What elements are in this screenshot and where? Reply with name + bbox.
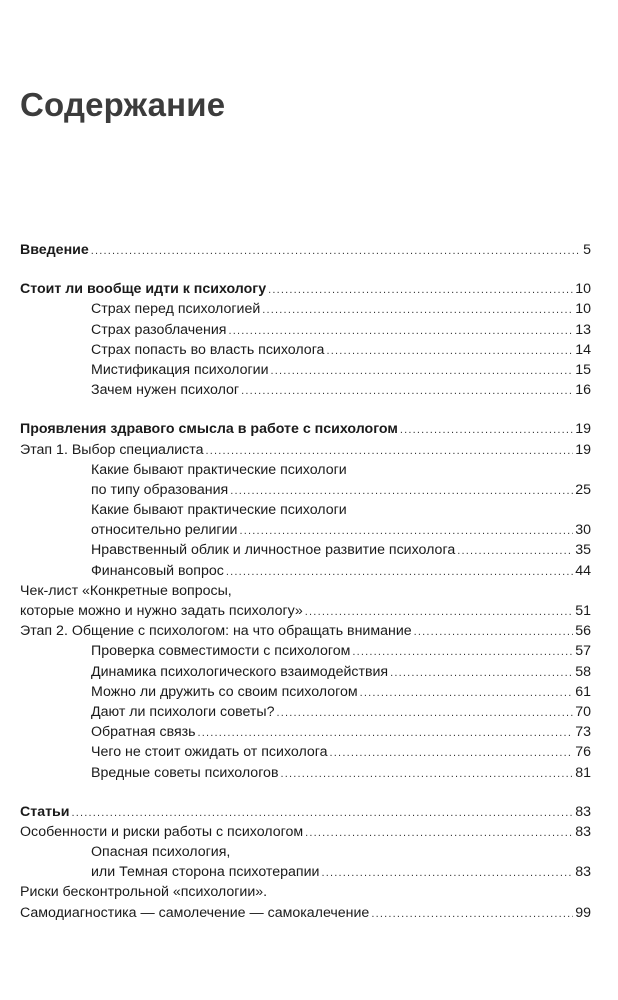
- toc-entry[interactable]: [20, 299, 591, 319]
- toc-entry-page-number: 25: [575, 481, 591, 498]
- toc-entry-page-number: 70: [575, 703, 591, 720]
- dot-leader: [390, 663, 573, 683]
- toc-entry-page-number: 56: [575, 623, 591, 640]
- dot-leader: [262, 300, 573, 320]
- toc-entry-page-number: 14: [575, 341, 591, 358]
- toc-entry-title: Особенности и риски работы с психологом: [20, 823, 304, 840]
- toc-entry-title: относительно религии: [91, 522, 238, 539]
- dot-leader: [371, 904, 573, 924]
- dot-leader: [277, 703, 574, 723]
- toc-entry-page-number: 5: [583, 242, 591, 258]
- toc-entry-title: по типу образования: [91, 481, 229, 498]
- toc-entry[interactable]: [20, 601, 591, 621]
- toc-entry[interactable]: [20, 641, 591, 661]
- dot-leader: [457, 541, 573, 561]
- dot-leader: [91, 241, 581, 261]
- toc-entry-page-number: 83: [575, 803, 591, 820]
- dot-leader: [229, 321, 574, 341]
- toc-entry-title: Проверка совместимости с психологом: [91, 643, 351, 660]
- toc-entry-page-number: 51: [575, 603, 591, 619]
- dot-leader: [326, 341, 573, 361]
- dot-leader: [230, 481, 573, 501]
- toc-entry-title: Динамика психологического взаимодействия: [91, 663, 389, 680]
- toc-entry[interactable]: [20, 419, 591, 439]
- toc-entry[interactable]: [20, 842, 591, 862]
- toc-entry[interactable]: [20, 440, 591, 460]
- toc-entry[interactable]: [20, 480, 591, 500]
- toc-entry[interactable]: [20, 500, 591, 520]
- toc-entry[interactable]: [20, 682, 591, 702]
- table-of-contents: [20, 240, 591, 923]
- toc-entry[interactable]: [20, 903, 591, 923]
- toc-entry-title: Нравственный облик и личностное развитие психолога: [91, 542, 456, 559]
- toc-entry-title: Зачем нужен психолог: [91, 382, 240, 399]
- toc-entry-title: Вредные советы психологов: [91, 764, 279, 781]
- toc-entry-title: Проявления здравого смысла в работе с психологом: [20, 421, 398, 438]
- toc-entry-title: Какие бывают практические психологи: [91, 502, 347, 519]
- toc-entry-title: Мистификация психологии: [91, 361, 269, 378]
- toc-entry-page-number: 58: [575, 663, 591, 680]
- toc-entry[interactable]: [20, 621, 591, 641]
- toc-entry[interactable]: [20, 520, 591, 540]
- toc-entry-title: Страх перед психологией: [91, 301, 261, 318]
- dot-leader: [239, 521, 573, 541]
- toc-entry[interactable]: [20, 702, 591, 722]
- dot-leader: [305, 602, 573, 622]
- toc-entry-title: Чек-лист «Конкретные вопросы,: [20, 582, 232, 599]
- dot-leader: [321, 863, 573, 883]
- dot-leader: [400, 420, 573, 440]
- toc-entry-title: Введение: [20, 242, 89, 258]
- dot-leader: [271, 361, 574, 381]
- toc-entry-page-number: 30: [575, 522, 591, 539]
- toc-entry-page-number: 76: [575, 744, 591, 761]
- dot-leader: [268, 280, 573, 300]
- dot-leader: [241, 381, 573, 401]
- toc-entry-title: Обратная связь: [91, 724, 196, 741]
- toc-entry[interactable]: [20, 279, 591, 299]
- toc-entry-page-number: 15: [575, 361, 591, 378]
- toc-entry-page-number: 83: [575, 823, 591, 840]
- toc-entry[interactable]: [20, 581, 591, 601]
- toc-entry[interactable]: [20, 561, 591, 581]
- toc-entry-title: Риски бесконтрольной «психологии».: [20, 884, 268, 901]
- toc-entry-title: Финансовый вопрос: [91, 562, 224, 579]
- toc-entry-page-number: 35: [575, 542, 591, 559]
- dot-leader: [305, 823, 573, 843]
- toc-entry-title: Опасная психология,: [91, 844, 231, 861]
- toc-entry-page-number: 19: [575, 441, 591, 458]
- toc-entry-page-number: 81: [575, 764, 591, 781]
- toc-entry-page-number: 13: [575, 321, 591, 338]
- dot-leader: [198, 723, 574, 743]
- toc-entry-title: Этап 2. Общение с психологом: на что обращать внимание: [20, 623, 412, 640]
- toc-entry[interactable]: [20, 822, 591, 842]
- toc-entry-title: Какие бывают практические психологи: [91, 461, 347, 478]
- toc-entry[interactable]: [20, 460, 591, 480]
- toc-entry[interactable]: [20, 763, 591, 783]
- toc-entry[interactable]: [20, 722, 591, 742]
- toc-entry-page-number: 83: [575, 864, 591, 881]
- toc-entry-page-number: 99: [575, 904, 591, 921]
- toc-entry[interactable]: [20, 662, 591, 682]
- toc-entry[interactable]: [20, 882, 591, 902]
- toc-entry-title: или Темная сторона психотерапии: [91, 864, 320, 881]
- toc-entry-title: Чего не стоит ожидать от психолога: [91, 744, 328, 761]
- toc-entry-page-number: 57: [575, 643, 591, 660]
- toc-entry[interactable]: [20, 240, 591, 260]
- page-title: Содержание: [20, 86, 226, 123]
- dot-leader: [280, 764, 573, 784]
- toc-entry[interactable]: [20, 360, 591, 380]
- toc-entry[interactable]: [20, 380, 591, 400]
- toc-entry-title: которые можно и нужно задать психологу»: [20, 603, 303, 619]
- toc-entry-title: Можно ли дружить со своим психологом: [91, 683, 358, 700]
- toc-entry-title: Страх разоблачения: [91, 321, 227, 338]
- toc-entry[interactable]: [20, 540, 591, 560]
- toc-entry-page-number: 44: [575, 562, 591, 579]
- toc-entry[interactable]: [20, 742, 591, 762]
- dot-leader: [205, 441, 573, 461]
- dot-leader: [71, 803, 573, 823]
- dot-leader: [226, 562, 573, 582]
- toc-entry-title: Стоит ли вообще идти к психологу: [20, 281, 267, 298]
- toc-entry-title: Статьи: [20, 803, 70, 820]
- dot-leader: [352, 642, 573, 662]
- toc-entry-page-number: 10: [575, 301, 591, 318]
- dot-leader: [330, 743, 574, 763]
- toc-entry-title: Самодиагностика — самолечение — самокалечение: [20, 904, 370, 921]
- toc-entry-page-number: 16: [575, 382, 591, 399]
- toc-entry-page-number: 19: [575, 421, 591, 438]
- dot-leader: [360, 683, 574, 703]
- toc-entry-page-number: 61: [575, 683, 591, 700]
- toc-entry-page-number: 10: [575, 281, 591, 298]
- toc-entry-title: Этап 1. Выбор специалиста: [20, 441, 204, 458]
- toc-entry[interactable]: [20, 340, 591, 360]
- toc-entry-title: Страх попасть во власть психолога: [91, 341, 325, 358]
- toc-entry-title: Дают ли психологи советы?: [91, 703, 275, 720]
- toc-entry[interactable]: [20, 802, 591, 822]
- toc-entry-page-number: 73: [575, 724, 591, 741]
- toc-entry[interactable]: [20, 862, 591, 882]
- dot-leader: [414, 622, 574, 642]
- toc-entry[interactable]: [20, 320, 591, 340]
